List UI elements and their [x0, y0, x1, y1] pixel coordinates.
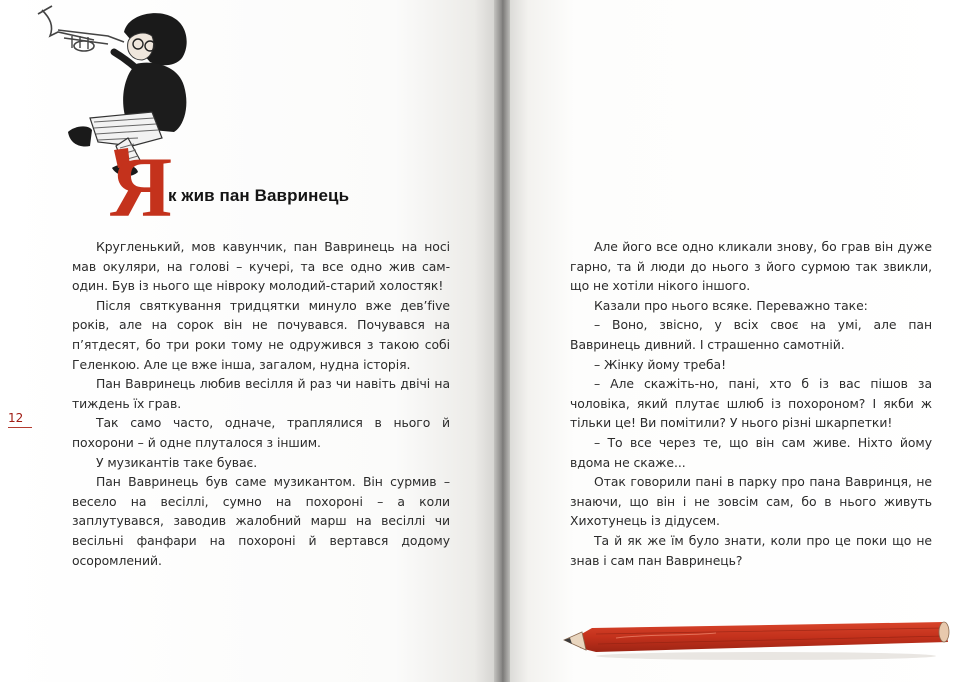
- book-gutter: [494, 0, 510, 682]
- paragraph: Так само часто, одначе, траплялися в нього й похорони – й одне плуталося з іншим.: [72, 415, 450, 450]
- paragraph: У музикантів таке буває.: [96, 454, 258, 470]
- page-number: 12: [8, 411, 32, 428]
- trumpet-icon: [38, 6, 124, 51]
- drop-cap: Я: [110, 139, 173, 220]
- paragraph: Пан Вавринець був саме музикантом. Він сурмив – весело на весіллі, сумно на похороні – а коли заплутувався, заводив жалобний марш на весіллі чи весільні фанфари на похороні й вертався додому осоромлений.: [72, 474, 450, 568]
- paragraph: – Жінку йому треба!: [594, 356, 726, 372]
- paragraph: Після святкування тридцятки минуло вже дев’five років, але на сорок він не почувався. Почувався на п’ятдесят, бо три роки тому не одружився з такою собі Геленкою. Але це вже інша, загалом, нудна історія.: [72, 297, 450, 372]
- paragraph: Але його все одно кликали знову, бо грав він дуже гарно, та й люди до нього з його сурмою так звикли, що не хотіли нікого іншого.: [570, 239, 932, 294]
- right-page-text: [570, 237, 932, 570]
- chapter-heading: к жив пан Вавринець: [168, 186, 350, 205]
- paragraph: Казали про нього всяке. Переважно таке:: [594, 297, 868, 313]
- paragraph: – Воно, звісно, у всіх своє на умі, але пан Вавринець дивний. І страшенно самотній.: [570, 317, 932, 352]
- paragraph: Отак говорили пані в парку про пана Вавринця, не знаючи, що він і не зовсім сам, бо в нього живуть Хихотунець із дідусем.: [570, 474, 932, 529]
- paragraph: – Але скажіть-но, пані, хто б із вас пішов за чоловіка, який плутає шлюб із похороном? І якби ж тільки це! Ви помітили? У нього різні шкарпетки!: [570, 376, 932, 431]
- paragraph: Кругленький, мов кавунчик, пан Вавринець на носі мав окуляри, на голові – кучері, та все одно жив сам-один. Був із нього ще нівроку молодий-старий холостяк!: [72, 239, 450, 294]
- paragraph: – То все через те, що він сам живе. Ніхто йому вдома не скаже...: [570, 434, 932, 470]
- paragraph: Пан Вавринець любив весілля й раз чи навіть двічі на тиждень їх грав.: [72, 376, 450, 411]
- left-page-text: [72, 237, 450, 570]
- paragraph: Та й як же їм було знати, коли про це поки що не знав і сам пан Вавринець?: [570, 532, 932, 568]
- shoe-left: [68, 126, 92, 146]
- red-pencil-illustration: [556, 614, 956, 664]
- musician-head: [124, 13, 187, 65]
